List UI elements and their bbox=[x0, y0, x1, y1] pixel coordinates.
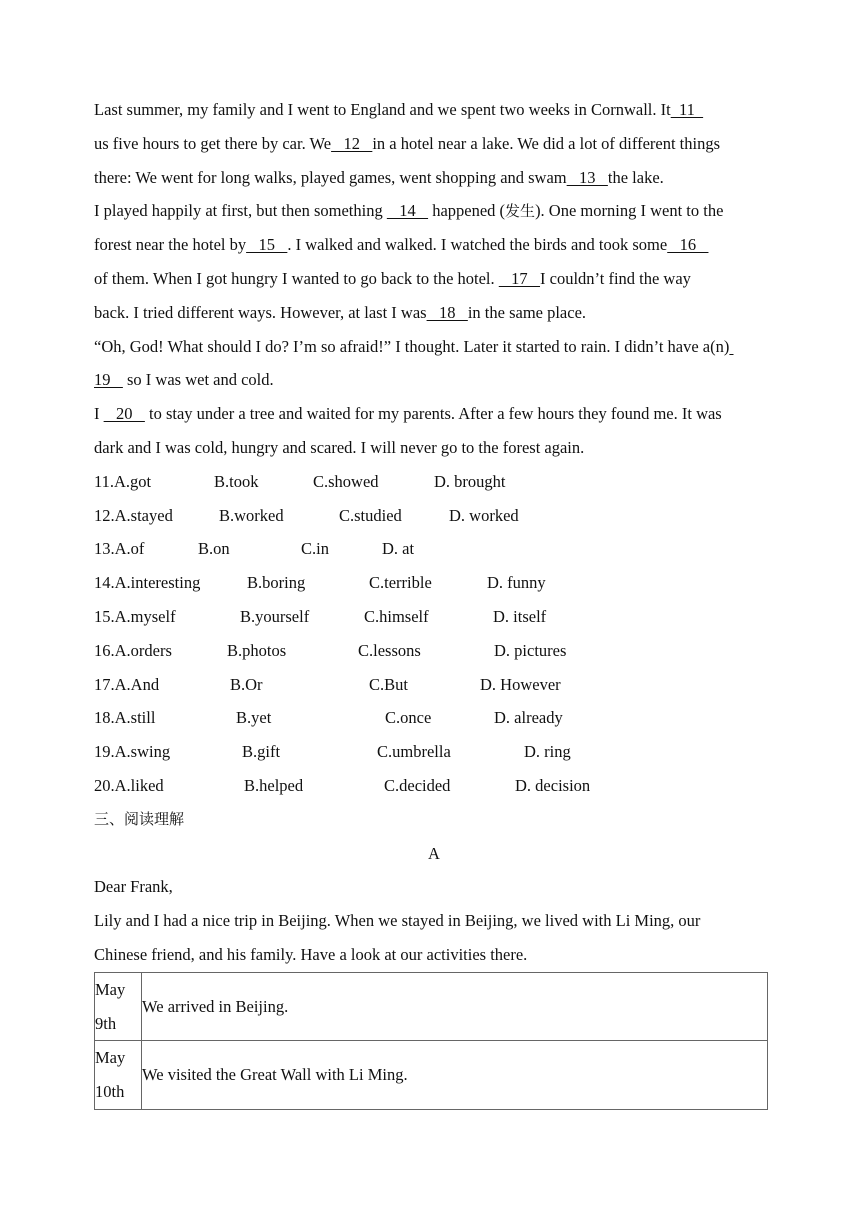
passage-line bbox=[94, 296, 774, 330]
option-b: B.took bbox=[214, 471, 259, 491]
option-d: D. already bbox=[494, 708, 563, 728]
passage-text: “Oh, God! What should I do? I’m so afraid!” I thought. Later it started to rain. I didn’t have a(n) bbox=[94, 336, 730, 356]
option-d: D. However bbox=[480, 674, 561, 694]
passage-label: A bbox=[428, 843, 440, 863]
option-a: 19.A.swing bbox=[94, 742, 171, 762]
blank-number: 16 bbox=[667, 235, 709, 255]
date-month: May bbox=[95, 1048, 126, 1068]
passage-text: in the same place. bbox=[467, 302, 587, 322]
option-a: 12.A.stayed bbox=[94, 505, 173, 525]
activity-text: We visited the Great Wall with Li Ming. bbox=[142, 1041, 768, 1110]
option-b: B.gift bbox=[242, 742, 281, 762]
passage-text: ). One morning I went to the bbox=[535, 201, 724, 221]
passage-text: so I was wet and cold. bbox=[122, 370, 274, 390]
option-b: B.boring bbox=[247, 573, 306, 593]
passage-line bbox=[94, 93, 774, 127]
section-heading: 三、阅读理解 bbox=[94, 809, 185, 828]
passage-line bbox=[94, 127, 774, 161]
passage-text: Last summer, my family and I went to England and we spent two weeks in Cornwall. It bbox=[94, 100, 671, 119]
passage-text: back. I tried different ways. However, at last I was bbox=[94, 302, 427, 322]
blank-number: 12 bbox=[331, 133, 373, 153]
option-d: D. ring bbox=[524, 742, 571, 762]
date-day: 10th bbox=[95, 1082, 125, 1102]
passage-text: there: We went for long walks, played games, went shopping and swam bbox=[94, 167, 567, 187]
option-a: 17.A.And bbox=[94, 674, 160, 694]
blank-number: 19 bbox=[94, 370, 123, 390]
options-list bbox=[94, 465, 774, 803]
letter-greeting: Dear Frank, bbox=[94, 877, 173, 897]
date-day: 9th bbox=[95, 1013, 117, 1033]
blank-number: 20 bbox=[103, 404, 145, 424]
passage-text: dark and I was cold, hungry and scared. I will never go to the forest again. bbox=[94, 437, 585, 457]
passage-line bbox=[94, 363, 774, 397]
letter-line: Chinese friend, and his family. Have a look at our activities there. bbox=[94, 944, 528, 964]
passage-text: forest near the hotel by bbox=[94, 235, 247, 255]
activities-table bbox=[94, 972, 768, 1110]
passage-text: I bbox=[94, 404, 104, 424]
passage-line bbox=[94, 194, 774, 228]
passage-text: us five hours to get there by car. We bbox=[94, 133, 332, 153]
option-a: 11.A.got bbox=[94, 471, 152, 491]
option-d: D. pictures bbox=[494, 640, 567, 660]
option-c: C.himself bbox=[364, 606, 429, 626]
passage-text: I couldn’t find the way bbox=[540, 268, 691, 288]
option-a: 20.A.liked bbox=[94, 775, 164, 795]
option-c: C.in bbox=[301, 539, 329, 559]
option-row bbox=[94, 735, 774, 769]
option-c: C.once bbox=[385, 708, 432, 728]
option-b: B.helped bbox=[244, 775, 304, 795]
passage-line bbox=[94, 397, 774, 431]
option-b: B.yet bbox=[236, 708, 272, 728]
passage-line bbox=[94, 431, 774, 465]
passage-text: to stay under a tree and waited for my parents. After a few hours they found me. It was bbox=[144, 404, 722, 424]
option-c: C.lessons bbox=[358, 640, 421, 660]
passage-text: happened ( bbox=[428, 201, 506, 221]
blank-number bbox=[729, 330, 733, 364]
option-row bbox=[94, 600, 774, 634]
passage-text: the lake. bbox=[607, 167, 664, 187]
option-b: B.on bbox=[198, 539, 230, 559]
activity-date bbox=[95, 972, 142, 1041]
option-d: D. funny bbox=[487, 573, 546, 593]
option-row bbox=[94, 634, 774, 668]
activity-row bbox=[95, 1041, 768, 1110]
option-a: 15.A.myself bbox=[94, 606, 176, 626]
passage-line bbox=[94, 161, 774, 195]
passage-text: . I walked and walked. I watched the birds and took some bbox=[287, 235, 668, 255]
blank-number: 18 bbox=[426, 302, 468, 322]
option-b: B.worked bbox=[219, 505, 284, 525]
blank-number: 14 bbox=[386, 201, 429, 221]
option-a: 16.A.orders bbox=[94, 640, 172, 660]
option-row bbox=[94, 769, 774, 803]
option-row bbox=[94, 701, 774, 735]
blank-number: 11 bbox=[670, 100, 704, 119]
passage-line bbox=[94, 262, 774, 296]
option-row bbox=[94, 499, 774, 533]
blank-number: 13 bbox=[566, 167, 608, 187]
chinese-gloss: 发生 bbox=[505, 202, 536, 221]
option-b: B.photos bbox=[227, 640, 287, 660]
option-c: C.decided bbox=[384, 775, 451, 795]
option-c: C.studied bbox=[339, 505, 402, 525]
option-row bbox=[94, 668, 774, 702]
option-a: 13.A.of bbox=[94, 539, 145, 559]
activity-text: We arrived in Beijing. bbox=[142, 972, 768, 1041]
date-month: May bbox=[95, 979, 126, 999]
option-c: C.But bbox=[369, 674, 408, 694]
passage-text: of them. When I got hungry I wanted to go back to the hotel. bbox=[94, 268, 499, 288]
option-d: D. brought bbox=[434, 471, 506, 491]
passage-text: I played happily at first, but then something bbox=[94, 201, 387, 221]
passage-line bbox=[94, 228, 774, 262]
blank-number: 15 bbox=[246, 235, 288, 255]
option-b: B.yourself bbox=[240, 606, 310, 626]
option-row bbox=[94, 465, 774, 499]
option-c: C.umbrella bbox=[377, 742, 451, 762]
option-c: C.showed bbox=[313, 471, 379, 491]
passage-line bbox=[94, 330, 774, 364]
document-page bbox=[94, 93, 774, 1110]
activity-row bbox=[95, 972, 768, 1041]
option-a: 18.A.still bbox=[94, 708, 156, 728]
passage-text: in a hotel near a lake. We did a lot of different things bbox=[372, 133, 721, 153]
option-c: C.terrible bbox=[369, 573, 432, 593]
option-d: D. decision bbox=[515, 775, 591, 795]
activity-date bbox=[95, 1041, 142, 1110]
option-d: D. at bbox=[382, 539, 415, 559]
option-row bbox=[94, 566, 774, 600]
letter-line: Lily and I had a nice trip in Beijing. When we stayed in Beijing, we lived with Li Ming, our bbox=[94, 911, 701, 931]
option-b: B.Or bbox=[230, 674, 263, 694]
cloze-passage bbox=[94, 93, 774, 465]
option-row bbox=[94, 532, 774, 566]
option-d: D. itself bbox=[493, 606, 547, 626]
option-a: 14.A.interesting bbox=[94, 573, 201, 593]
option-d: D. worked bbox=[449, 505, 519, 525]
blank-number: 17 bbox=[498, 268, 541, 288]
